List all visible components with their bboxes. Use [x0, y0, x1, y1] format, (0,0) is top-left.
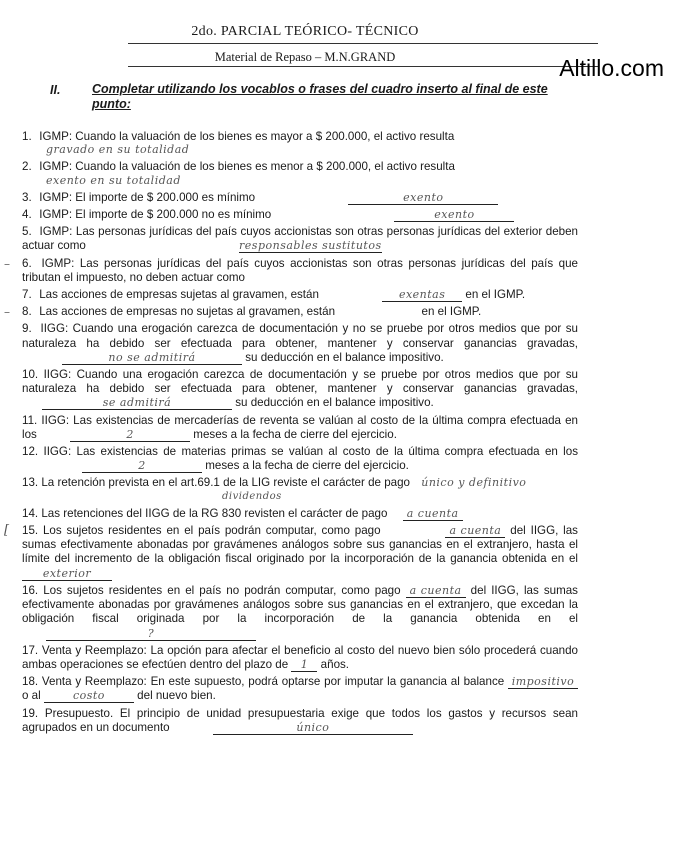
handwritten-answer: responsables sustitutos — [239, 239, 382, 253]
handwritten-answer: a cuenta — [449, 524, 502, 538]
handwritten-answer: exentas — [398, 288, 446, 302]
handwritten-answer: único — [296, 720, 330, 734]
question-item: – 8. Las acciones de empresas no sujetas al gravamen, están en el IGMP. — [4, 305, 482, 320]
question-item: 17. Venta y Reemplazo: La opción para afectar el beneficio al costo del nuevo bien sólo procederá cuando ambas operaciones se efectúen dentro del plazo de 1 años. — [22, 643, 578, 671]
answer-blank — [445, 524, 505, 538]
question-item: 3. IGMP: El importe de $ 200.000 es mínimo exento — [22, 191, 578, 205]
handwritten-answer: impositivo — [511, 675, 575, 689]
answer-blank — [394, 208, 514, 222]
question-item: 2. IGMP: Cuando la valuación de los bienes es menor a $ 200.000, el activo resulta exento en su totalidad — [22, 160, 578, 187]
answer-blank — [239, 239, 382, 253]
handwritten-answer: se admitirá — [102, 396, 172, 410]
watermark: Altillo.com — [559, 55, 664, 81]
answer-blank — [22, 567, 112, 581]
question-item: 1. IGMP: Cuando la valuación de los bienes es mayor a $ 200.000, el activo resulta gravado en su totalidad — [22, 130, 578, 157]
handwritten-answer: gravado en su totalidad — [46, 143, 190, 157]
question-item: 13. La retención prevista en el art.69.1 de la LIG reviste el carácter de pago único y definitivo dividendos — [22, 476, 578, 503]
answer-blank — [70, 428, 190, 442]
question-item: 7. Las acciones de empresas sujetas al gravamen, están exentas en el IGMP. — [22, 288, 526, 302]
question-item: 16. Los sujetos residentes en el país no podrán computar, como pago a cuenta del IIGG, las sumas efectivamente abonadas por gravámenes análogos sobre sus ganancias en el extranjero, que excedan la obligación fiscal originada por la incorporación de la ganancia obtenida en el ? — [22, 583, 578, 640]
question-item: 4. IGMP: El importe de $ 200.000 no es mínimo exento — [22, 208, 578, 222]
handwritten-answer: no se admitirá — [108, 350, 196, 364]
handwritten-answer: a cuenta — [406, 506, 459, 520]
margin-bracket: [ — [4, 523, 10, 539]
question-item: 14. Las retenciones del IIGG de la RG 830 revisten el carácter de pago a cuenta — [22, 507, 578, 521]
answer-blank — [213, 721, 413, 735]
margin-mark: – — [4, 256, 10, 271]
question-item: – 6. IGMP: Las personas jurídicas del país cuyos accionistas son otras personas jurídicas del país que tributan el impuesto, no deben actuar como — [4, 256, 578, 284]
question-list — [4, 130, 578, 738]
answer-blank — [291, 658, 317, 672]
section-number: II. — [50, 83, 61, 97]
header-rule-bottom — [128, 66, 598, 67]
question-item: 9. IIGG: Cuando una erogación carezca de documentación y no se pruebe por otros medios que por su naturaleza ha debido ser efectuada para obtener, mantener y conservar ganancias gravadas, no se admitirá su deducción en el balance impositivo. — [22, 322, 578, 364]
handwritten-answer: 2 — [138, 459, 146, 473]
answer-blank — [403, 507, 463, 521]
question-item: 12. IIGG: Las existencias de materias primas se valúan al costo de la última compra efectuada en los 2 meses a la fecha de cierre del ejercicio. — [22, 445, 578, 473]
answer-blank — [42, 396, 232, 410]
handwritten-answer: exterior — [42, 566, 92, 580]
question-item: [ 15. Los sujetos residentes en el país podrán computar, como pago a cuenta del IIGG, las sumas efectivamente abonadas por gravámenes análogos sobre sus ganancias en el extranjero, hasta el límite del incremento de la obligación fiscal originado por la incorporación de la ganancia obtenida en el exterior — [4, 523, 578, 580]
section-title: Completar utilizando los vocablos o frases del cuadro inserto al final de este punto: — [92, 82, 548, 111]
handwritten-answer: único y definitivo — [421, 476, 527, 490]
question-item: 10. IIGG: Cuando una erogación carezca de documentación y se pruebe por otros medios que por su naturaleza ha debido ser efectuada para obtener, mantener y conservar ganancias gravadas, se admitirá su deducción en el balance impositivo. — [22, 368, 578, 410]
handwritten-answer: costo — [72, 689, 105, 703]
document-subtitle: Material de Repaso – M.N.GRAND — [214, 50, 396, 64]
document-title: 2do. PARCIAL TEÓRICO- TÉCNICO — [191, 24, 419, 39]
handwritten-answer: a cuenta — [409, 583, 462, 597]
answer-blank — [406, 584, 466, 598]
answer-blank — [44, 689, 134, 703]
question-item: 5. IGMP: Las personas jurídicas del país cuyos accionistas son otras personas jurídicas del exterior deben actuar como responsables sustitutos — [22, 225, 578, 253]
handwritten-answer: 1 — [300, 657, 309, 671]
answer-blank — [348, 191, 498, 205]
answer-blank — [508, 675, 578, 689]
handwritten-answer: exento — [403, 190, 444, 204]
answer-blank — [46, 627, 256, 641]
handwritten-answer: exento en su totalidad — [46, 173, 181, 187]
question-item: 11. IIGG: Las existencias de mercaderías de reventa se valúan al costo de la última compra efectuada en los 2 meses a la fecha de cierre del ejercicio. — [22, 413, 578, 441]
handwritten-answer: ? — [147, 626, 155, 640]
question-item: 19. Presupuesto. El principio de unidad presupuestaria exige que todos los gastos y recursos sean agrupados en un documento único — [22, 706, 578, 734]
answer-blank — [382, 288, 462, 302]
answer-blank — [62, 351, 242, 365]
handwritten-note: dividendos — [222, 490, 282, 502]
header-rule — [128, 43, 598, 44]
handwritten-answer: exento — [434, 208, 475, 222]
answer-blank — [82, 459, 202, 473]
margin-mark: – — [4, 305, 10, 320]
question-item: 18. Venta y Reemplazo: En este supuesto, podrá optarse por imputar la ganancia al balance impositivo o al costo del nuevo bien. — [22, 675, 578, 703]
handwritten-answer: 2 — [126, 427, 134, 441]
